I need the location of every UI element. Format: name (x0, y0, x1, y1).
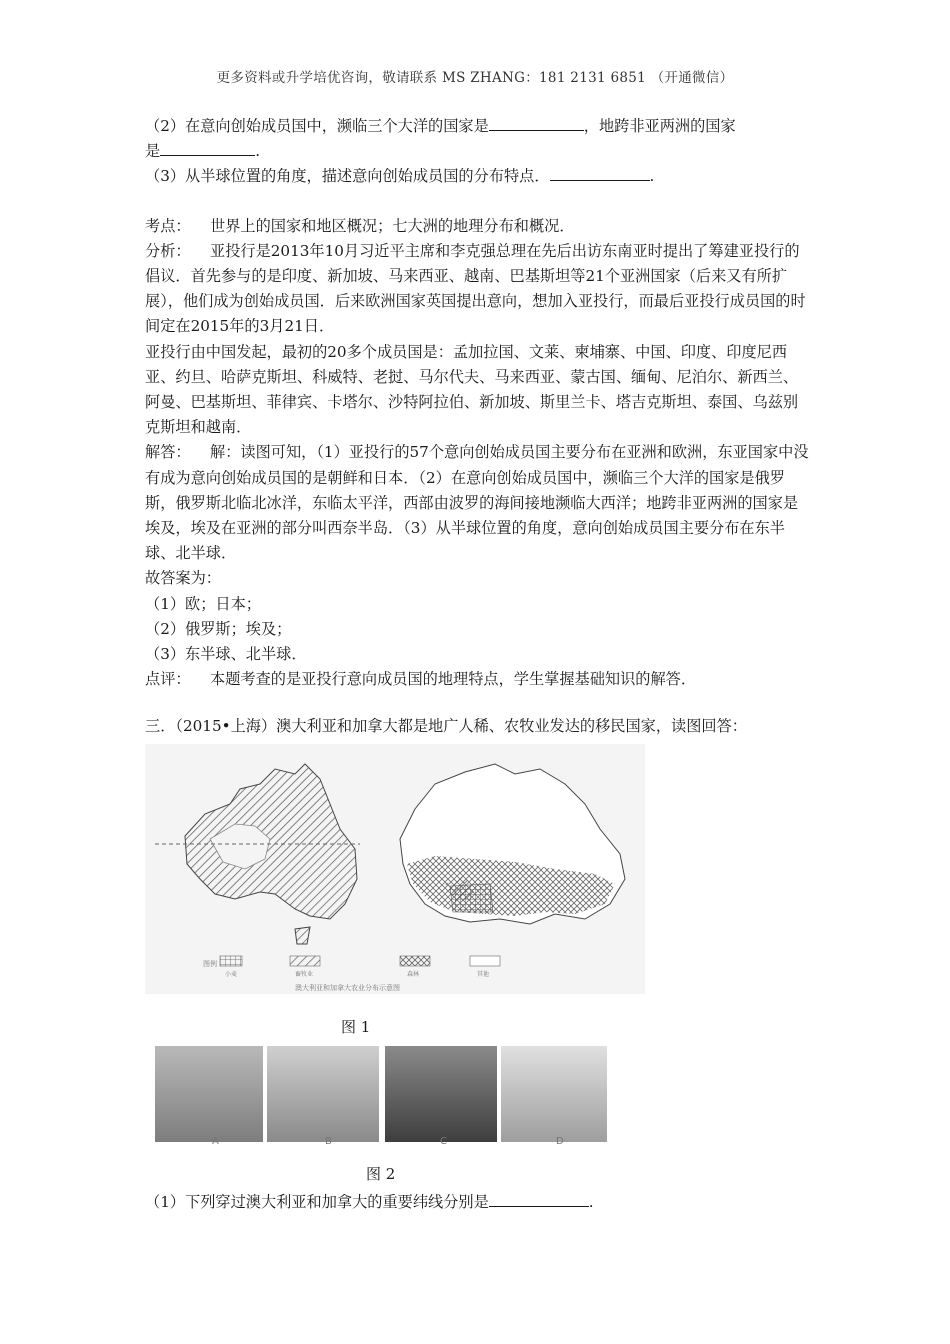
punctuation: . (588, 1193, 594, 1211)
dianping-label: 点评： (145, 670, 191, 689)
legend-pasture: 畜牧业 (295, 971, 314, 978)
kaodian-text: 世界上的国家和地区概况；七大洲的地理分布和概况． (210, 216, 575, 235)
punctuation: . (255, 142, 261, 161)
jieda-label: 解答： (145, 443, 191, 462)
page-header: 更多资料或升学培优咨询，敬请联系 MS ZHANG：181 2131 6851 （开通微信） (216, 70, 734, 86)
answer-2: （2）俄罗斯；埃及； (145, 619, 292, 638)
dianping-text: 本题考查的是亚投行意向成员国的地理特点，学生掌握基础知识的解答． (210, 670, 696, 689)
photo-a-sheep (155, 1046, 263, 1142)
question-text: （1）下列穿过澳大利亚和加拿大的重要纬线分别是 (145, 1193, 489, 1211)
document-body (145, 114, 810, 740)
photo-label-a: A (212, 1136, 219, 1147)
section-3-heading: 三．（2015•上海）澳大利亚和加拿大都是地广人稀、农牧业发达的移民国家，读图回答： (145, 717, 747, 736)
fenxi-paragraph (145, 239, 810, 340)
question-text: 是 (145, 142, 161, 161)
kaodian-paragraph (145, 214, 810, 239)
photo-label-c: C (440, 1136, 447, 1147)
answer-blank[interactable] (160, 141, 255, 156)
figure-1-caption: 图 1 (341, 1018, 371, 1036)
figure-2-caption: 图 2 (366, 1165, 396, 1183)
answer-blank[interactable] (489, 1192, 589, 1207)
photo-label-b: B (325, 1136, 332, 1147)
answer-blank[interactable] (550, 166, 650, 181)
map-title: 澳大利亚和加拿大农业分布示意图 (295, 984, 400, 992)
question-text: ，地跨非亚两洲的国家 (583, 117, 736, 135)
agriculture-map-figure (145, 744, 645, 994)
question-3 (145, 164, 810, 189)
answer-1: （1）欧；日本； (145, 594, 261, 613)
answer-blank[interactable] (489, 116, 584, 131)
photo-b-snowfield (267, 1046, 379, 1142)
kaodian-label: 考点： (145, 216, 191, 235)
question-2 (145, 114, 810, 164)
question-section3-1 (145, 1190, 594, 1215)
photo-label-d: D (556, 1136, 564, 1147)
fenxi-text: 亚投行是2013年10月习近平主席和李克强总理在先后出访东南亚时提出了筹建亚投行的倡议．首先参与的是印度、新加坡、马来西亚、越南、巴基斯坦等21个亚洲国家（后来又有所扩展），他们成为创始成员国．后来欧洲国家英国提出意向，想加入亚投行，而最后亚投行成员国的时间定在2015年的3月21日． (145, 241, 806, 336)
legend-title: 图例 (203, 960, 217, 968)
jieda-paragraph (145, 440, 810, 566)
jieda-text: 解：读图可知，（1）亚投行的57个意向创始成员国主要分布在亚洲和欧洲，东亚国家中没有成为意向创始成员国的是朝鲜和日本．（2）在意向创始成员国中，濒临三个大洋的国家是俄罗斯，俄罗斯北临北冰洋，东临太平洋，西部由波罗的海间接地濒临大西洋；地跨非亚两洲的国家是埃及，埃及在亚洲的部分叫西奈半岛．（3）从半球位置的角度，意向创始成员国主要分布在东半球、北半球． (145, 443, 809, 563)
legend-forest: 森林 (407, 971, 420, 978)
legend-other-swatch (470, 956, 500, 966)
photo-c-forest (385, 1046, 497, 1142)
answer-3: （3）东半球、北半球． (145, 645, 307, 664)
legend-forest-swatch (400, 956, 430, 966)
answer-intro: 故答案为： (145, 569, 221, 588)
agriculture-map (145, 744, 645, 994)
fenxi-paragraph-2: 亚投行由中国发起，最初的20多个成员国是：孟加拉国、文莱、柬埔寨、中国、印度、印度尼西亚、约旦、哈萨克斯坦、科威特、老挝、马尔代夫、马来西亚、蒙古国、缅甸、尼泊尔、新西兰、阿曼、巴基斯坦、菲律宾、卡塔尔、沙特阿拉伯、新加坡、斯里兰卡、塔吉克斯坦、泰国、乌兹别克斯坦和越南． (145, 342, 799, 437)
legend-pasture-swatch (290, 956, 320, 966)
legend-wheat: 小麦 (225, 971, 238, 978)
fenxi-label: 分析： (145, 241, 191, 260)
punctuation: . (649, 167, 655, 186)
tasmania-shape (295, 927, 310, 944)
photo-d-desert (501, 1046, 607, 1142)
question-text: （2）在意向创始成员国中，濒临三个大洋的国家是 (145, 117, 489, 135)
question-text: （3）从半球位置的角度，描述意向创始成员国的分布特点． (145, 167, 550, 186)
legend-other: 其他 (477, 971, 490, 978)
dianping-paragraph (145, 667, 810, 692)
legend-wheat-swatch (220, 956, 242, 966)
